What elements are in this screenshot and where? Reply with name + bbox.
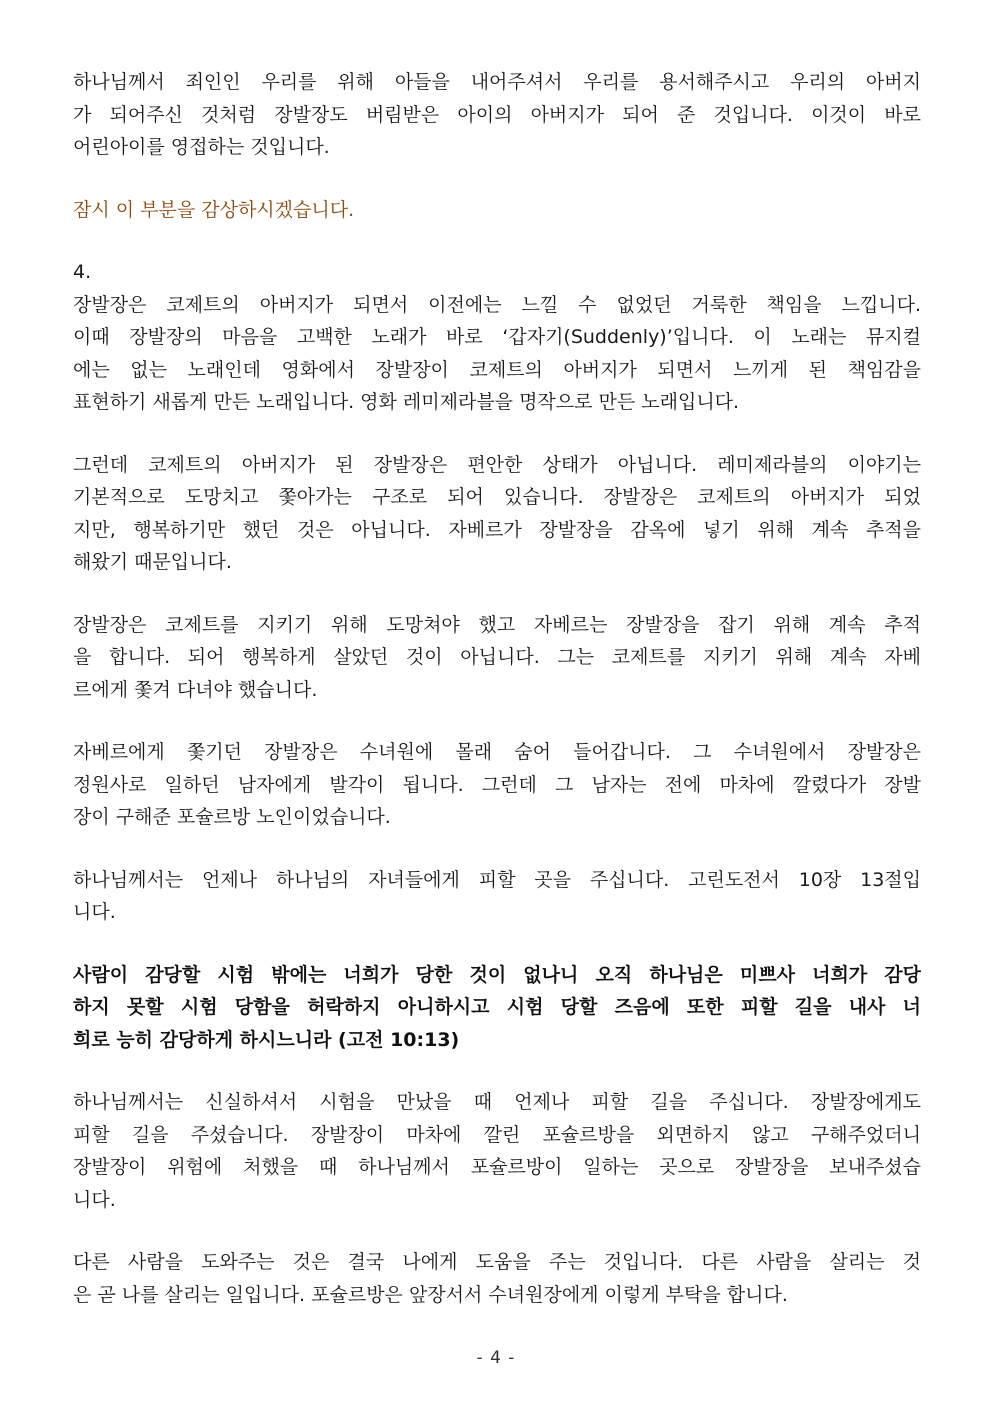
text-line: 에는 없는 노래인데 영화에서 장발장이 코제트의 아버지가 되면서 느끼게 된 책임감을 [73, 358, 921, 381]
paragraph [73, 1086, 921, 1216]
section-number [73, 256, 921, 289]
paragraph [73, 1246, 921, 1311]
paragraph [73, 449, 921, 579]
paragraph [73, 66, 921, 164]
text-line: 지만, 행복하기만 했던 것은 아닙니다. 자베르가 장발장을 감옥에 넣기 위해 계속 추적을 [73, 518, 921, 541]
text-line: 장이 구해준 포슐르방 노인이었습니다. [73, 806, 391, 828]
text-line: 하나님께서 죄인인 우리를 위해 아들을 내어주셔서 우리를 용서해주시고 우리의 아버지 [73, 71, 921, 93]
text-line: 하지 못할 시험 당함을 허락하지 아니하시고 시험 당할 즈음에 또한 피할 길을 내사 너 [73, 996, 921, 1018]
paragraph [73, 609, 921, 707]
text-line: 은 곧 나를 살리는 일입니다. 포슐르방은 앞장서서 수녀원장에게 이렇게 부탁을 합니다. [73, 1283, 788, 1306]
paragraph [73, 289, 921, 419]
paragraph [73, 736, 921, 834]
text-line: 니다. [73, 1188, 116, 1211]
text-line: 하나님께서는 언제나 하나님의 자녀들에게 피할 곳을 주십니다. 고린도전서 10장 13절입 [73, 868, 921, 891]
text-line: 이때 장발장의 마음을 고백한 노래가 바로 ‘갑자기(Suddenly)’입니다. 이 노래는 뮤지컬 [73, 326, 921, 348]
paragraph [73, 864, 921, 929]
highlight-note [73, 194, 921, 227]
text-line: 표현하기 새롭게 만든 노래입니다. 영화 레미제라블을 명작으로 만든 노래입니다. [73, 391, 740, 413]
scripture-quote [73, 959, 921, 1057]
text-line: 그런데 코제트의 아버지가 된 장발장은 편안한 상태가 아닙니다. 레미제라블의 이야기는 [73, 453, 921, 476]
text-line: 자베르에게 쫓기던 장발장은 수녀원에 몰래 숨어 들어갑니다. 그 수녀원에서 장발장은 [73, 741, 921, 763]
text-line: 피할 길을 주셨습니다. 장발장이 마차에 깔린 포슐르방을 외면하지 않고 구해주었더니 [73, 1123, 921, 1146]
page-number: - 4 - [476, 1348, 516, 1368]
text-line: 해왔기 때문입니다. [73, 551, 232, 573]
text-line: 니다. [73, 901, 116, 923]
text-line: 4. [73, 261, 92, 283]
text-line: 장발장은 코제트의 아버지가 되면서 이전에는 느낄 수 없었던 거룩한 책임을 느낍니다. [73, 293, 921, 316]
text-line: 가 되어주신 것처럼 장발장도 버림받은 아이의 아버지가 되어 준 것입니다. 이것이 바로 [73, 103, 921, 126]
text-line: 잠시 이 부분을 감상하시겠습니다. [73, 198, 355, 221]
text-line: 희로 능히 감당하게 하시느니라 (고전 10:13) [73, 1028, 460, 1051]
text-line: 을 합니다. 되어 행복하게 살았던 것이 아닙니다. 그는 코제트를 지키기 위해 계속 자베 [73, 646, 921, 668]
text-line: 어린아이를 영접하는 것입니다. [73, 136, 330, 158]
text-line: 사람이 감당할 시험 밖에는 너희가 당한 것이 없나니 오직 하나님은 미쁘사 너희가 감당 [73, 963, 921, 986]
text-line: 장발장은 코제트를 지키기 위해 도망쳐야 했고 자베르는 장발장을 잡기 위해 계속 추적 [73, 613, 921, 636]
text-line: 정원사로 일하던 남자에게 발각이 됩니다. 그런데 그 남자는 전에 마차에 깔렸다가 장발 [73, 773, 921, 796]
text-line: 하나님께서는 신실하셔서 시험을 만났을 때 언제나 피할 길을 주십니다. 장발장에게도 [73, 1091, 921, 1113]
text-line: 장발장이 위험에 처했을 때 하나님께서 포슐르방이 일하는 곳으로 장발장을 보내주셨습 [73, 1156, 921, 1178]
text-line: 다른 사람을 도와주는 것은 결국 나에게 도움을 주는 것입니다. 다른 사람을 살리는 것 [73, 1251, 921, 1273]
document-body [73, 66, 921, 1341]
text-line: 기본적으로 도망치고 쫓아가는 구조로 되어 있습니다. 장발장은 코제트의 아버지가 되었 [73, 486, 921, 508]
text-line: 르에게 쫓겨 다녀야 했습니다. [73, 678, 318, 701]
